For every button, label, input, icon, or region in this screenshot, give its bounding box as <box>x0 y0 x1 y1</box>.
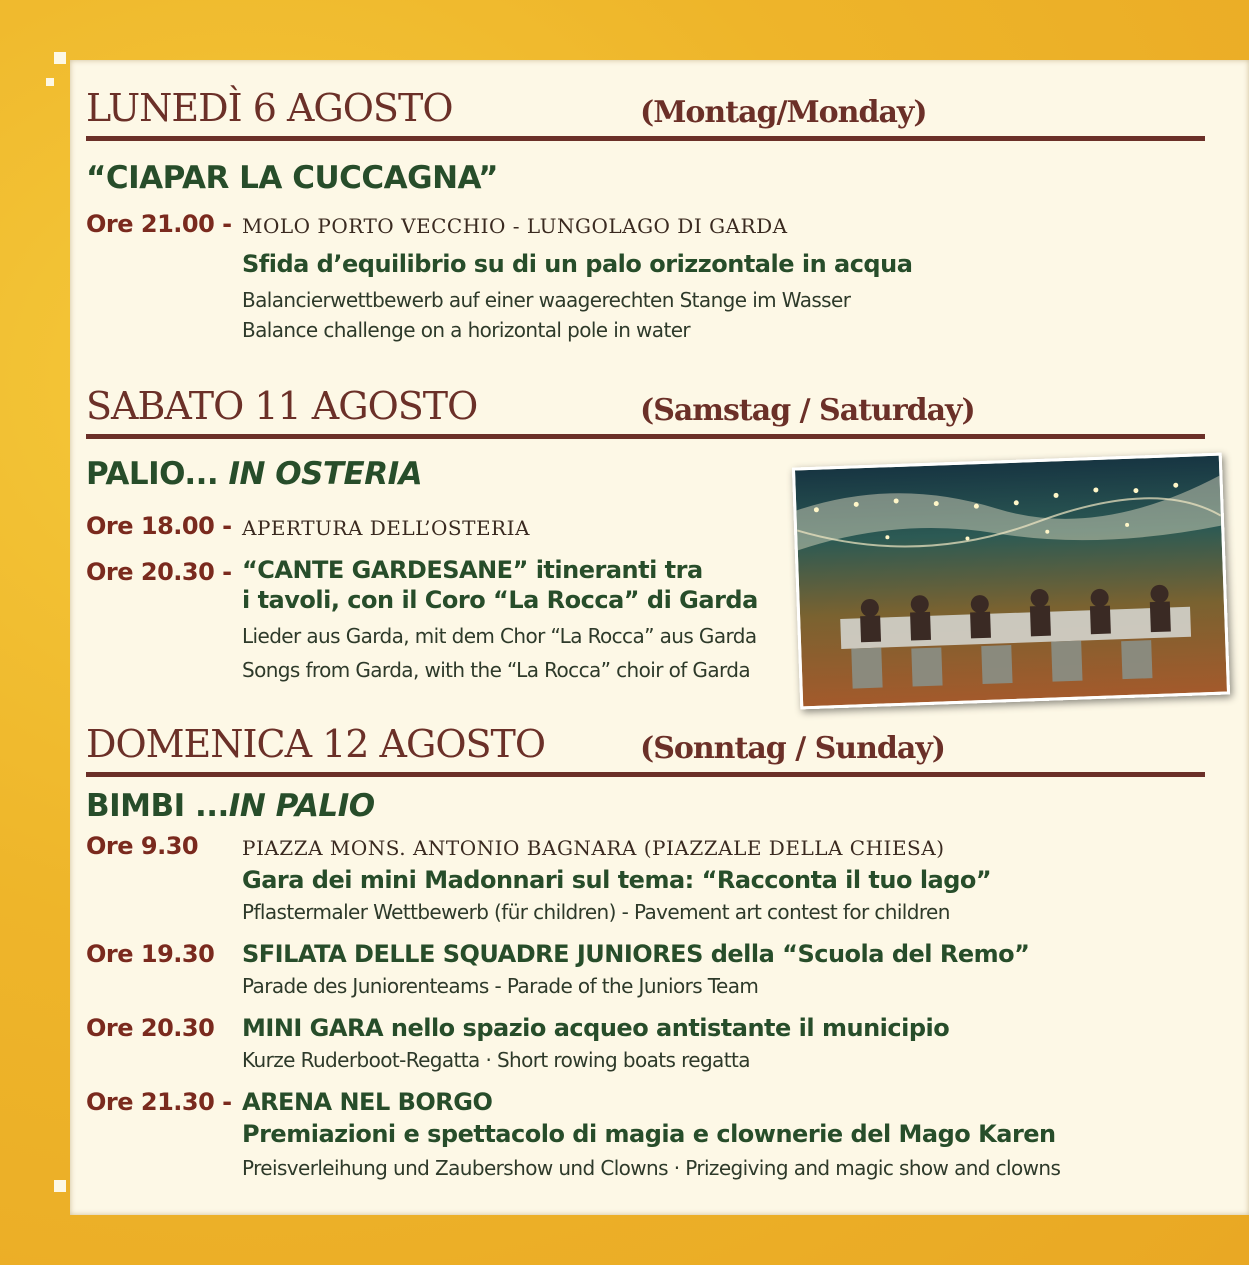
corner-decoration <box>46 78 54 86</box>
day-title: DOMENICA 12 AGOSTO <box>86 722 546 766</box>
osteria-dinner-photo <box>792 453 1230 710</box>
day-header-sunday <box>86 716 1205 777</box>
event-desc-en: Songs from Garda, with the “La Rocca” choir of Garda <box>242 658 750 682</box>
event-desc-de: Balancierwettbewerb auf einer waagerechten Stange im Wasser <box>242 288 851 312</box>
corner-decoration <box>54 1180 66 1192</box>
event-time: Ore 21.30 - <box>86 1088 232 1116</box>
event-time: Ore 20.30 - <box>86 558 232 586</box>
event-headline: SFILATA DELLE SQUADRE JUNIORES della “Scuola del Remo” <box>242 940 1030 968</box>
event-desc-de: Lieder aus Garda, mit dem Chor “La Rocca” aus Garda <box>242 624 757 648</box>
event-time: Ore 20.30 <box>86 1014 215 1042</box>
event-desc: Kurze Ruderboot-Regatta · Short rowing boats regatta <box>242 1048 750 1072</box>
event-place: PIAZZA MONS. ANTONIO BAGNARA (PIAZZALE DELLA CHIESA) <box>242 836 945 860</box>
event-time: Ore 21.00 - <box>86 210 232 238</box>
event-headline: MINI GARA nello spazio acqueo antistante il municipio <box>242 1014 950 1042</box>
event-place: APERTURA DELL’OSTERIA <box>242 516 530 540</box>
event-headline: Premiazioni e spettacolo di magia e clownerie del Mago Karen <box>242 1120 1056 1148</box>
event-headline: i tavoli, con il Coro “La Rocca” di Garda <box>242 586 758 614</box>
event-desc: Pflastermaler Wettbewerb (für children) - Pavement art contest for children <box>242 900 950 924</box>
event-title: PALIO... IN OSTERIA <box>86 456 423 492</box>
day-subtitle: (Samstag / Saturday) <box>640 393 975 428</box>
event-desc: Preisverleihung und Zaubershow und Clowns · Prizegiving and magic show and clowns <box>242 1156 1061 1180</box>
photo-illustration <box>795 456 1227 707</box>
event-place: MOLO PORTO VECCHIO - LUNGOLAGO DI GARDA <box>242 214 788 238</box>
day-subtitle: (Sonntag / Sunday) <box>640 731 945 766</box>
event-headline: ARENA NEL BORGO <box>242 1088 493 1116</box>
event-time: Ore 19.30 <box>86 940 215 968</box>
event-headline: Gara dei mini Madonnari sul tema: “Racconta il tuo lago” <box>242 866 992 894</box>
program-page <box>70 60 1249 1215</box>
event-title: “CIAPAR LA CUCCAGNA” <box>86 160 499 196</box>
event-desc: Parade des Juniorenteams - Parade of the Juniors Team <box>242 974 759 998</box>
day-title: LUNEDÌ 6 AGOSTO <box>86 86 453 130</box>
event-title: BIMBI ...IN PALIO <box>86 788 375 824</box>
event-time: Ore 9.30 <box>86 832 199 860</box>
day-header-saturday <box>86 378 1205 439</box>
event-headline: “CANTE GARDESANE” itineranti tra <box>242 556 703 584</box>
event-desc-en: Balance challenge on a horizontal pole in water <box>242 318 691 342</box>
day-subtitle: (Montag/Monday) <box>640 95 927 130</box>
corner-decoration <box>54 52 66 64</box>
event-headline: Sfida d’equilibrio su di un palo orizzontale in acqua <box>242 250 913 278</box>
event-time: Ore 18.00 - <box>86 512 232 540</box>
day-title: SABATO 11 AGOSTO <box>86 384 478 428</box>
day-header-monday <box>86 80 1205 141</box>
